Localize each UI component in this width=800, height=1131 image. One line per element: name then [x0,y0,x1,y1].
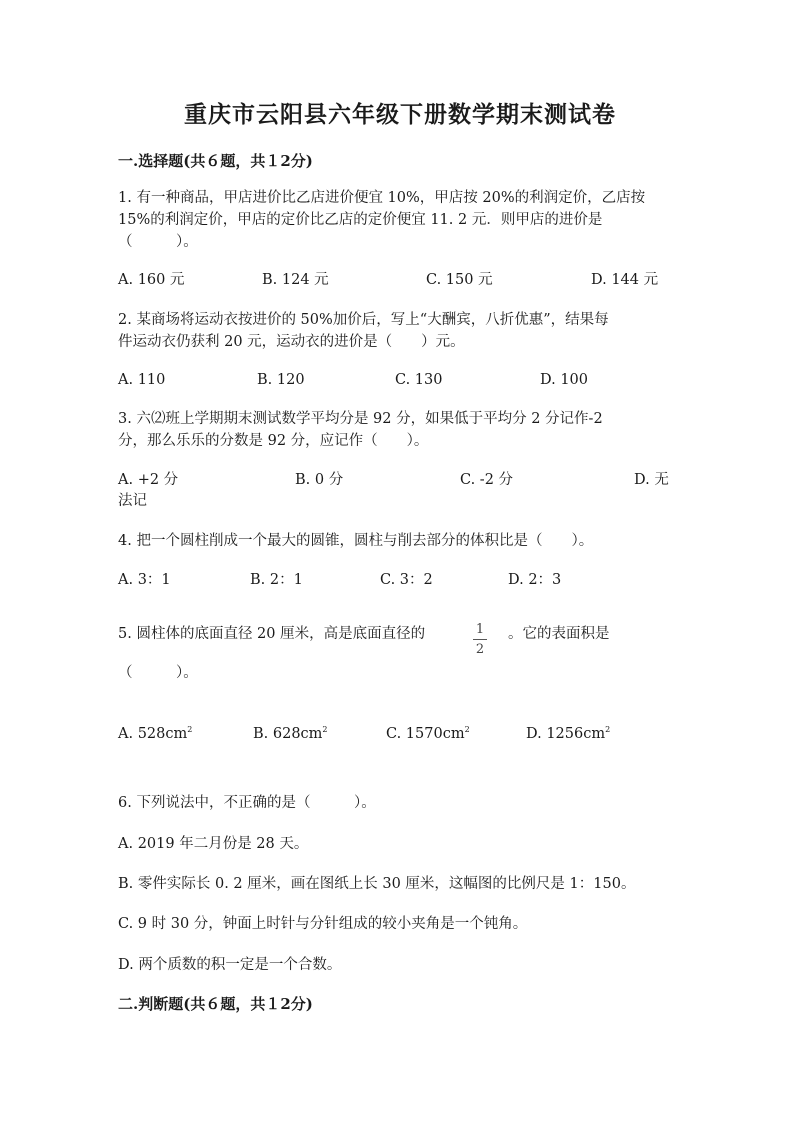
fraction-bar [473,639,487,640]
question-6-line-1: 6. 下列说法中，不正确的是（ ）。 [118,795,376,811]
question-5-line-2: （ ）。 [118,665,198,681]
question-4-option-a: A. 3：1 [118,572,171,588]
question-1-line-3: （ ）。 [118,234,198,250]
question-2-option-d: D. 100 [540,372,589,388]
question-1-option-d: D. 144 元 [591,272,659,288]
question-2-option-a: A. 110 [118,372,166,388]
question-5-option-d [526,719,610,745]
fraction-denominator: 2 [475,642,485,657]
unit-superscript: 2 [322,725,328,734]
question-4-line-1: 4. 把一个圆柱削成一个最大的圆锥，圆柱与削去部分的体积比是（ ）。 [118,533,594,549]
unit-superscript: 2 [187,725,193,734]
question-5-option-c-text: C. 1570cm [386,725,465,742]
question-1-option-c: C. 150 元 [426,272,493,288]
question-5-line-1b: 。它的表面积是 [508,626,610,642]
question-1-line-2: 15%的利润定价，甲店的定价比乙店的定价便宜 11. 2 元．则甲店的进价是 [118,212,603,228]
page-title: 重庆市云阳县六年级下册数学期末测试卷 [184,101,616,128]
question-5-option-a-text: A. 528cm [118,725,188,742]
question-2-option-c: C. 130 [395,372,443,388]
question-6-option-d: D. 两个质数的积一定是一个合数。 [118,957,342,973]
unit-superscript: 2 [464,725,470,734]
question-1-option-a: A. 160 元 [118,272,185,288]
question-5-option-c [386,719,470,745]
unit-superscript: 2 [605,725,611,734]
question-3-option-d-wrap: 法记 [118,493,147,509]
question-5-option-b [253,719,328,745]
question-5-option-d-text: D. 1256cm [526,725,606,742]
question-3-option-d: D. 无 [634,472,669,488]
question-1-option-b: B. 124 元 [262,272,329,288]
question-6-option-a: A. 2019 年二月份是 28 天。 [118,836,309,852]
question-3-option-a: A. +2 分 [118,472,179,488]
question-2-line-2: 件运动衣仍获利 20 元，运动衣的进价是（ ）元。 [118,334,465,350]
question-4-option-b: B. 2：1 [250,572,303,588]
question-5-option-b-text: B. 628cm [253,725,323,742]
question-4-option-d: D. 2：3 [508,572,562,588]
fraction-numerator: 1 [475,622,485,637]
question-3-option-c: C. -2 分 [460,472,514,488]
question-3-line-2: 分，那么乐乐的分数是 92 分，应记作（ ）。 [118,433,429,449]
fraction-one-half [472,622,488,657]
question-1-line-1: 1. 有一种商品，甲店进价比乙店进价便宜 10%，甲店按 20%的利润定价，乙店按 [118,190,646,206]
question-2-line-1: 2. 某商场将运动衣按进价的 50%加价后，写上“大酬宾，八折优惠”，结果每 [118,312,609,328]
question-6-option-c: C. 9 时 30 分，钟面上时针与分针组成的较小夹角是一个钝角。 [118,916,528,932]
question-2-option-b: B. 120 [257,372,305,388]
question-6-option-b: B. 零件实际长 0. 2 厘米，画在图纸上长 30 厘米，这幅图的比例尺是 1：150。 [118,876,636,892]
section-heading-choice: 一.选择题(共６题，共１2分) [118,152,313,170]
question-5-option-a [118,719,192,745]
question-3-option-b: B. 0 分 [295,472,344,488]
section-heading-judgement: 二.判断题(共６题，共１2分) [118,995,313,1013]
question-4-option-c: C. 3：2 [380,572,433,588]
question-5-line-1a: 5. 圆柱体的底面直径 20 厘米，高是底面直径的 [118,626,426,642]
question-3-line-1: 3. 六⑵班上学期期末测试数学平均分是 92 分，如果低于平均分 2 分记作-2 [118,411,603,427]
